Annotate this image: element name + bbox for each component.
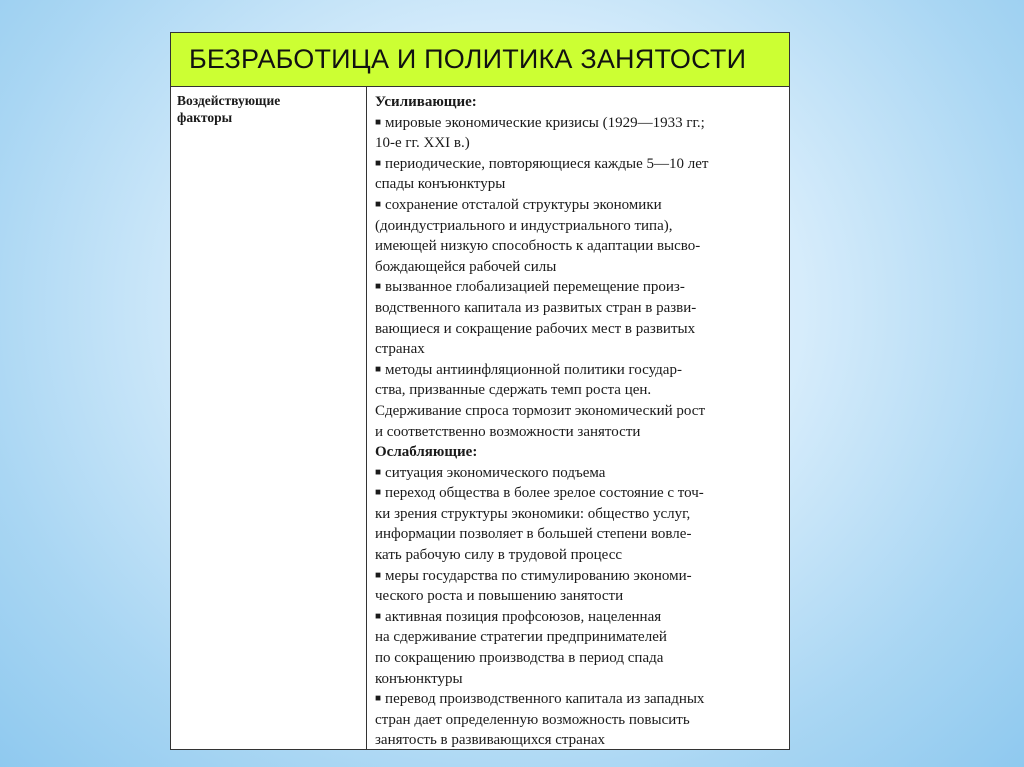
list-item: [375, 339, 783, 360]
list-item-text: ситуация экономического подъема: [385, 464, 606, 481]
list-item-text: на сдерживание стратегии предпринимателей: [375, 629, 667, 646]
list-item: [375, 648, 783, 669]
slide-panel: [170, 32, 790, 750]
list-item: [375, 216, 783, 237]
list-item: [375, 730, 783, 751]
heading-strengthening: Усиливающие:: [375, 94, 477, 110]
list-item-text: сохранение отсталой структуры экономики: [385, 196, 662, 213]
list-item-text: Сдерживание спроса тормозит экономический рост: [375, 402, 706, 419]
list-item-text: спады конъюнктуры: [375, 176, 506, 193]
list-item: [375, 586, 783, 607]
square-bullet-icon: ■: [375, 363, 382, 375]
list-item: [375, 504, 783, 525]
list-item-text: конъюнктуры: [375, 670, 463, 687]
list-item-text: странах: [375, 341, 425, 358]
list-item-text: и соответственно возможности занятости: [375, 423, 641, 440]
factors-label-line1: Воздействующие: [177, 93, 281, 108]
list-item: [375, 669, 783, 690]
list-item: [375, 154, 783, 175]
list-item: [375, 483, 783, 504]
list-item-text: мировые экономические кризисы (1929—1933 гг.;: [385, 114, 705, 131]
list-item: [375, 133, 783, 154]
list-item: [375, 298, 783, 319]
list-item: [375, 360, 783, 381]
list-item-text: по сокращению производства в период спада: [375, 650, 664, 667]
list-item-text: ки зрения структуры экономики: общество услуг,: [375, 505, 691, 522]
list-item: [375, 607, 783, 628]
heading-weakening: Ослабляющие:: [375, 444, 478, 461]
list-item-text: информации позволяет в большей степени вовле-: [375, 526, 692, 543]
list-item-text: занятость в развивающихся странах: [375, 732, 606, 749]
list-item-text: переход общества в более зрелое состояние с точ-: [385, 485, 704, 502]
table-left-column: [171, 87, 367, 749]
list-item: [375, 710, 783, 731]
factors-label: [177, 92, 327, 126]
list-item-text: активная позиция профсоюзов, нацеленная: [385, 608, 662, 625]
list-item-text: ческого роста и повышению занятости: [375, 588, 624, 605]
square-bullet-icon: ■: [375, 693, 382, 705]
list-item: [375, 627, 783, 648]
square-bullet-icon: ■: [375, 157, 382, 169]
table-right-column: [367, 87, 789, 749]
list-item: [375, 422, 783, 443]
list-item-text: ства, призванные сдержать темп роста цен.: [375, 382, 652, 399]
list-item-text: водственного капитала из развитых стран в разви-: [375, 299, 697, 316]
factors-table: [171, 87, 789, 749]
list-item-text: методы антиинфляционной политики государ-: [385, 361, 682, 378]
list-item-text: меры государства по стимулированию экономи-: [385, 567, 692, 584]
list-item-text: вызванное глобализацией перемещение произ-: [385, 279, 685, 296]
weakening-list: [375, 463, 783, 751]
list-item-text: 10-е гг. XXI в.): [375, 135, 470, 152]
list-item: [375, 174, 783, 195]
square-bullet-icon: ■: [375, 466, 382, 478]
list-item-text: перевод производственного капитала из западных: [385, 691, 705, 708]
list-item-text: имеющей низкую способность к адаптации высво-: [375, 238, 701, 255]
list-item-text: периодические, повторяющиеся каждые 5—10 лет: [385, 155, 709, 172]
square-bullet-icon: ■: [375, 569, 382, 581]
factors-label-line2: факторы: [177, 110, 233, 125]
square-bullet-icon: ■: [375, 116, 382, 128]
list-item: [375, 257, 783, 278]
list-item: [375, 319, 783, 340]
list-item: [375, 689, 783, 710]
list-item-text: (доиндустриального и индустриального типа),: [375, 217, 673, 234]
square-bullet-icon: ■: [375, 281, 382, 293]
list-item: [375, 524, 783, 545]
list-item: [375, 277, 783, 298]
square-bullet-icon: ■: [375, 610, 382, 622]
list-item: [375, 236, 783, 257]
slide-title: БЕЗРАБОТИЦА И ПОЛИТИКА ЗАНЯТОСТИ: [189, 44, 747, 74]
list-item-text: бождающейся рабочей силы: [375, 258, 557, 275]
title-bar: [171, 33, 789, 87]
square-bullet-icon: ■: [375, 198, 382, 210]
list-item: [375, 545, 783, 566]
list-item: [375, 113, 783, 134]
list-item: [375, 380, 783, 401]
list-item: [375, 401, 783, 422]
list-item-text: стран дает определенную возможность повысить: [375, 711, 690, 728]
list-item: [375, 195, 783, 216]
strengthening-list: [375, 113, 783, 443]
square-bullet-icon: ■: [375, 487, 382, 499]
list-item-text: кать рабочую силу в трудовой процесс: [375, 547, 623, 564]
list-item-text: вающиеся и сокращение рабочих мест в развитых: [375, 320, 696, 337]
list-item: [375, 463, 783, 484]
list-item: [375, 566, 783, 587]
